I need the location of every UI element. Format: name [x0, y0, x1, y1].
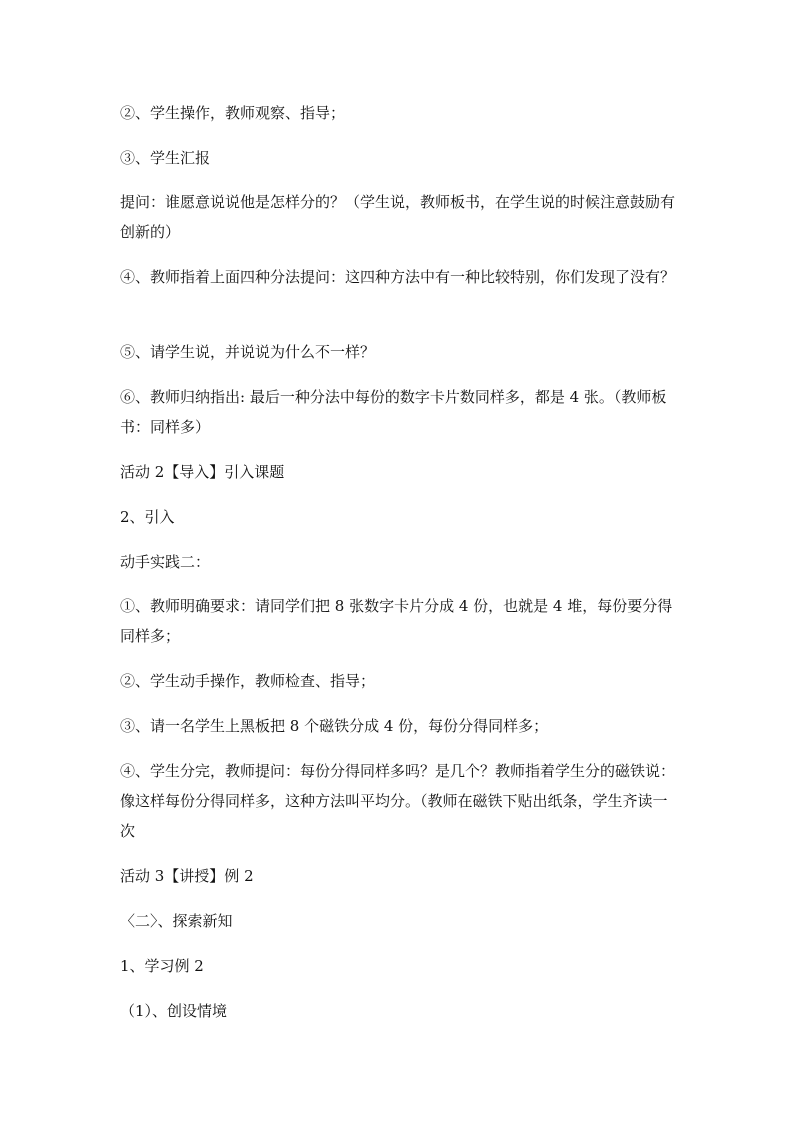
step-1-teacher-requirement: ①、教师明确要求：请同学们把 8 张数字卡片分成 4 份，也就是 4 堆，每份要分得同样多； — [120, 597, 673, 645]
step-3-student-report: ③、学生汇报 — [120, 149, 211, 167]
hands-on-practice-2-heading: 动手实践二： — [120, 553, 211, 571]
create-scenario: （1）、创设情境 — [120, 1002, 228, 1020]
step-3-blackboard-magnets: ③、请一名学生上黑板把 8 个磁铁分成 4 份，每份分得同样多； — [120, 717, 549, 735]
step-2-student-operation: ②、学生操作，教师观察、指导； — [120, 104, 346, 122]
step-4-teacher-question: ④、教师指着上面四种分法提问：这四种方法中有一种比较特别，你们发现了没有？ — [120, 268, 676, 286]
activity-3-heading: 活动 3【讲授】例 2 — [120, 867, 254, 885]
step-5-student-explain: ⑤、请学生说，并说说为什么不一样？ — [120, 343, 376, 361]
step-6-teacher-summary: ⑥、教师归纳指出: 最后一种分法中每份的数字卡片数同样多，都是 4 张。（教师板书：同样多） — [120, 388, 667, 436]
question-paragraph: 提问：谁愿意说说他是怎样分的？（学生说，教师板书，在学生说的时候注意鼓励有创新的） — [120, 193, 676, 241]
section-2-intro: 2、引入 — [120, 508, 175, 526]
section-explore-new-knowledge: 〈二〉、探索新知 — [120, 912, 233, 930]
activity-2-heading: 活动 2【导入】引入课题 — [120, 463, 285, 481]
learn-example-2: 1、学习例 2 — [120, 957, 204, 975]
step-2-student-hands-on: ②、学生动手操作，教师检查、指导； — [120, 672, 376, 690]
step-4-equal-division: ④、学生分完，教师提问：每份分得同样多吗？是几个？教师指着学生分的磁铁说：像这样每份分得同样多，这种方法叫平均分。（教师在磁铁下贴出纸条，学生齐读一次 — [120, 762, 676, 840]
